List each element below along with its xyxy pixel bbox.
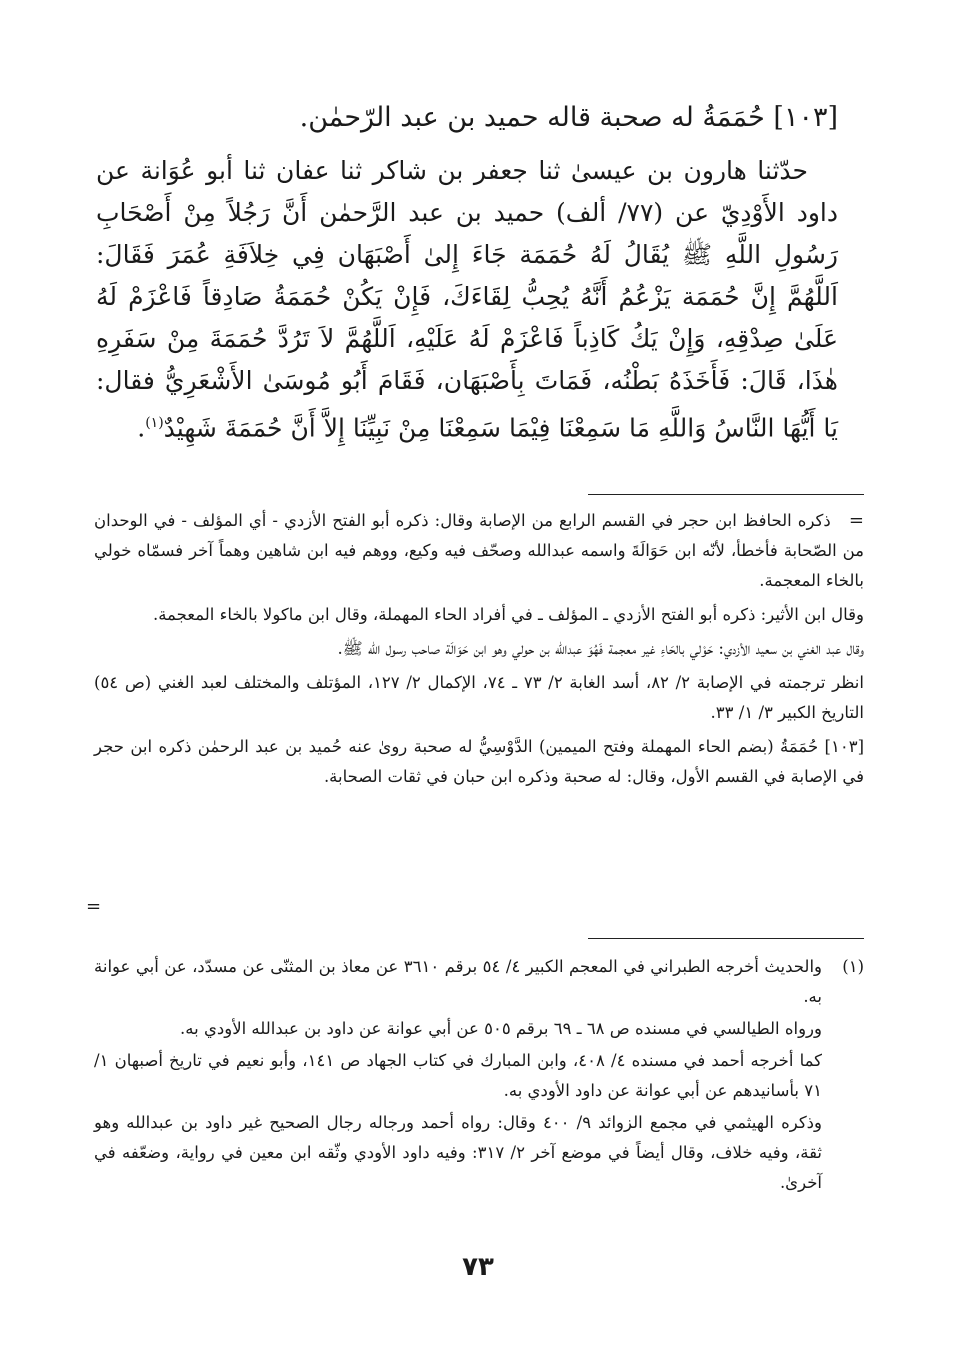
continuation-mark-end: = — [86, 896, 102, 917]
footnote-divider-top — [588, 494, 864, 495]
continued-note-paragraph: = ذكره الحافظ ابن حجر في القسم الرابع من الإصابة وقال: ذكره أبو الفتح الأزدي - أي المؤلف - في الوحدان من الصّحابة فأخطأ، لأنّه ابن حَوَالَةَ واسمه عبدالله وصحّف فيه وكيع، ووهم فيه ابن شاهين وهماً آخر فسمّاه خولي بالخاء المعجمة. — [94, 510, 864, 590]
entry-heading-text: حُمَمَةُ له صحبة قاله حميد بن عبد الرّحمٰن. — [299, 102, 765, 133]
page-number: ٧٣ — [462, 1252, 494, 1282]
footnote-divider-bottom — [588, 938, 864, 939]
main-paragraph-text: حدّثنا هارون بن عيسىٰ ثنا جعفر بن شاكر ثنا عفان ثنا أبو عُوَانة عن داود الأَوْدِيّ عن (٧٧/ ألف) حميد بن عبد الرَّحمٰن أَنَّ رَجُلاً مِنْ أَصْحَابِ رَسُولِ اللَّهِ ﷺ يُقَالُ لَهُ حُمَمَة جَاءَ إِلىٰ أَصْبَهَان فِي خِلاَفَةِ عُمَرَ فَقَالَ: اَللَّهُمَّ إِنَّ حُمَمَة يَزْعُمُ أَنَّهُ يُحِبُّ لِقَاءَكَ، فَإِنْ يَكُنْ حُمَمَةُ صَادِقاً فَاعْزَمْ لَهُ عَلَىٰ صِدْقِهِ، وَإِنْ يَكُ كَاذِباً فَاعْزَمْ لَهُ عَلَيْهِ، اَللَّهُمَّ لاَ تَرُدَّ حُمَمَةَ مِنْ سَفَرِهِ هٰذَا، قَالَ: فَأَخَذَهُ بَطْنُه، فَمَاتَ بِأَصْبَهَان، فَقَامَ أَبُو مُوسَىٰ الأَشْعَرِيُّ فقال: يَا أَيُّهَا النَّاسُ وَاللَّهِ مَا سَمِعْنَا فِيْمَا سَمِعْنَا مِنْ نَبِيِّنَا إِلاَّ أَنَّ حُمَمَةَ شَهِيْدٌ — [96, 156, 838, 443]
continued-note-paragraph: انظر ترجمته في الإصابة ٢/ ٨٢، أسد الغابة ٢/ ٧٣ ـ ٧٤، الإكمال ٢/ ١٢٧، المؤتلف والمختلف لعبد الغني (ص ٥٤) التاريخ الكبير ٣/ ١/ ٣٣. — [94, 673, 864, 722]
entry-number: [١٠٣] — [773, 102, 838, 133]
footnote-paragraph: كما أخرجه أحمد في مسنده ٤/ ٤٠٨، وابن المبارك في كتاب الجهاد ص ١٤١، وأبو نعيم في تاريخ أصبهان ١/ ٧١ بأسانيدهم عن أبي عوانة عن داود الأودي به. — [94, 1051, 823, 1100]
continued-note-paragraph: وقال ابن الأثير: ذكره أبو الفتح الأزدي ـ المؤلف ـ في أفراد الحاء المهملة، وقال ابن ماكولا بالخاء المعجمة. — [152, 605, 864, 624]
footnote-1 — [94, 952, 864, 1200]
continued-note-paragraph: وقال عبد الغني بن سعيد الأزدي: حَوْلي بالحَاءِ غير معجمة فَهُوَ عبدالله بن حولي وهو ابن حَوَالَة صاحب رسول الله ﷺ. — [337, 639, 864, 658]
main-text — [96, 150, 838, 449]
entry-heading — [118, 96, 838, 140]
footnote-paragraph: وذكره الهيثمي في مجمع الزوائد ٩/ ٤٠٠ وقال: رواه أحمد ورجاله رجال الصحيح غير داود بن عبدالله وهو ثقة، وفيه خلاف، وقال أيضاً في موضع آخر ٢/ ٣١٧: وفيه داود الأودي وثّقه ابن معين في رواية، وضعّفه في آخرىٰ. — [94, 1113, 823, 1192]
footnote-number: (١) — [842, 957, 864, 976]
main-paragraph — [96, 150, 838, 449]
footnote-reference[interactable]: (١) — [145, 415, 164, 431]
main-paragraph-end: . — [137, 413, 146, 443]
footnote-paragraph: والحديث أخرجه الطبراني في المعجم الكبير ٤/ ٥٤ برقم ٣٦١٠ عن معاذ بن المثنّى عن مسدّد، عن أبي عوانة به. — [94, 957, 822, 1006]
footnote-paragraph: ورواه الطيالسي في مسنده ص ٦٨ ـ ٦٩ برقم ٥٠٥ عن أبي عوانة عن داود بن عبدالله الأودي به. — [180, 1019, 822, 1038]
footnote-body — [94, 952, 822, 1200]
footnotes — [94, 952, 864, 1200]
continued-notes — [94, 506, 864, 796]
continuation-mark: = — [848, 510, 864, 531]
continued-note-paragraph: [١٠٣] حُمَمَةُ (بضم الحاء المهملة وفتح الميمين) الدَّوْسِيُّ له صحبة روىٰ عنه حُميد بن عبد الرحمٰن ذكره ابن حجر في الإصابة في القسم الأول، وقال: له صحبة وذكره ابن حبان في ثقات الصحابة. — [94, 737, 864, 786]
